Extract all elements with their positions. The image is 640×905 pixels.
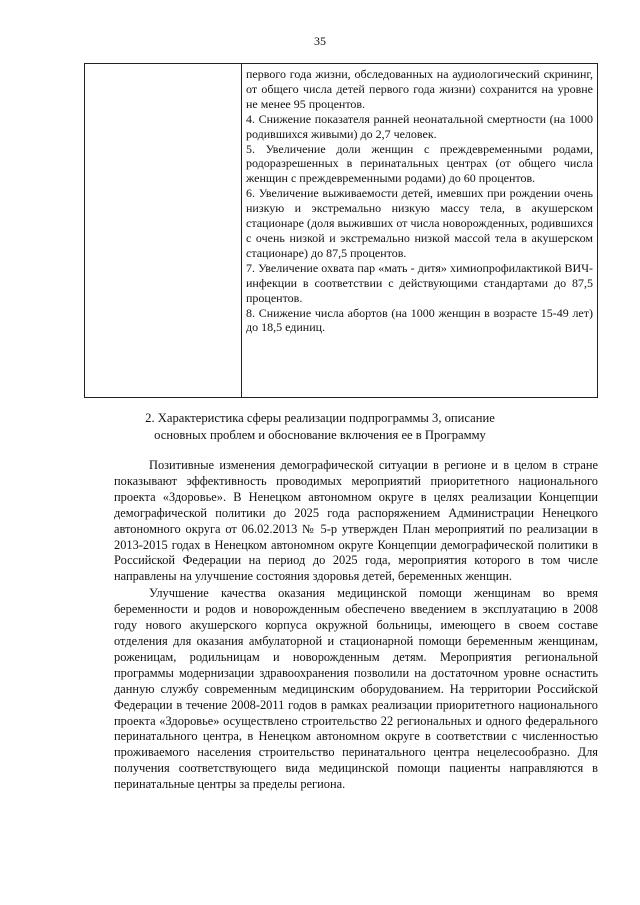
section-heading-line-1: 2. Характеристика сферы реализации подпрограммы 3, описание <box>145 411 495 425</box>
indicator-5: 5. Увеличение доли женщин с преждевременными родами, родоразрешенных в перинатальных центрах (от общего числа женщин с преждевременными родами) до 60 процентов. <box>246 141 593 186</box>
table-right-column <box>242 64 597 397</box>
indicator-8: 8. Снижение числа абортов (на 1000 женщин в возрасте 15-49 лет) до 18,5 единиц. <box>246 305 593 335</box>
goals-table <box>84 63 598 398</box>
body-paragraph-2: Улучшение качества оказания медицинской помощи женщинам во время беременности и родов и новорожденным обеспечено введением в эксплуатацию в 2008 году нового акушерского корпуса окружной больницы, имеющего в своем составе отделения для оказания амбулаторной и стационарной помощи беременным женщинам, роженицам, родильницам и новорожденным детям. Мероприятия региональной программы модернизации здравоохранения позволили на достаточном уровне оснастить данную службу современным медицинским оборудованием. На территории Российской Федерации в течение 2008-2011 годов в рамках реализации приоритетного национального проекта «Здоровье» осуществлено строительство 22 региональных и одного федерального перинатального центра, в Ненецком автономном округе в соответствии с численностью проживаемого населения строительство перинатального центра нецелесообразно. Для получения соответствующего вида медицинской помощи пациенты направляются в перинатальные центры за пределы региона. <box>114 586 598 792</box>
page-number: 35 <box>314 34 326 48</box>
section-heading-line-2: основных проблем и обоснование включения ее в Программу <box>154 428 486 442</box>
section-heading <box>96 410 544 444</box>
indicator-7: 7. Увеличение охвата пар «мать - дитя» химиопрофилактикой ВИЧ-инфекции в соответствии с действующими стандартами до 87,5 процентов. <box>246 260 593 305</box>
indicator-text-continued: первого года жизни, обследованных на аудиологический скрининг, от общего числа детей первого года жизни) сохранится на уровне не менее 95 процентов. <box>246 67 593 111</box>
indicator-6: 6. Увеличение выживаемости детей, имевших при рождении очень низкую и экстремально низкую массу тела, в акушерском стационаре (доля выживших от числа новорожденных, родившихся с очень низкой и экстремально низкой массой тела в акушерском стационаре) до 87,5 процентов. <box>246 186 593 260</box>
table-left-column <box>85 64 242 397</box>
indicator-4: 4. Снижение показателя ранней неонатальной смертности (на 1000 родившихся живыми) до 2,7 человек. <box>246 111 593 141</box>
body-paragraph-1: Позитивные изменения демографической ситуации в регионе и в целом в стране показывают эффективность проводимых мероприятий приоритетного национального проекта «Здоровье». В Ненецком автономном округе в целях реализации Концепции демографической политики до 2025 года распоряжением Администрации Ненецкого автономного округа от 06.02.2013 № 5-р утвержден План мероприятий по реализации в 2013-2015 годах в Ненецком автономном округе Концепции демографической политики в Российской Федерации на период до 2025 года, мероприятия которого в том числе направлены на улучшение состояния здоровья детей, беременных женщин. <box>114 458 598 584</box>
section-body <box>114 458 598 793</box>
